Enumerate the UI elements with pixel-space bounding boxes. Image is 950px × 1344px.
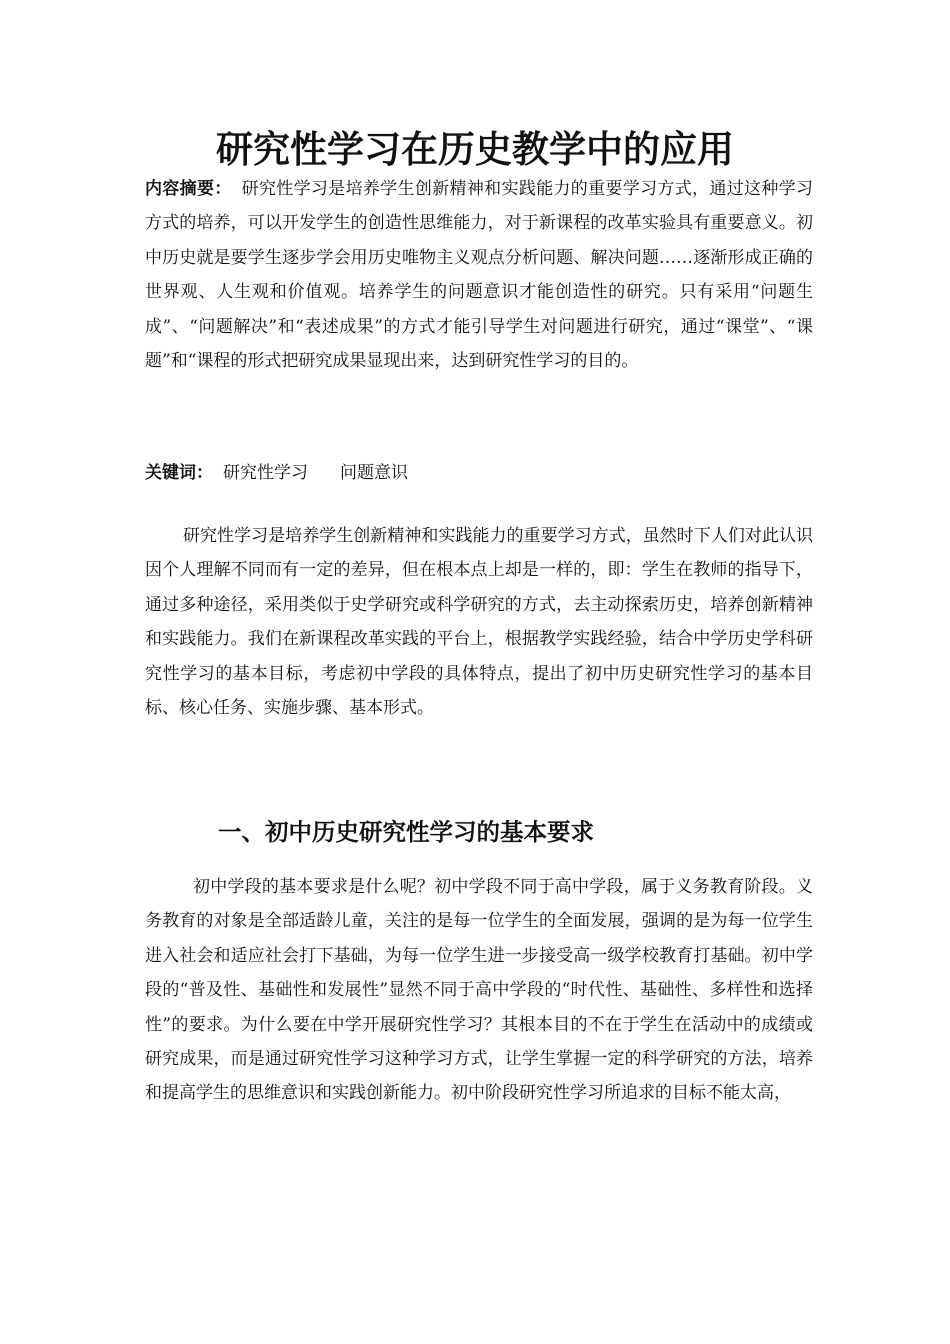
keyword-item: 研究性学习: [223, 463, 308, 483]
section-paragraph: 初中学段的基本要求是什么呢？初中学段不同于高中学段，属于义务教育阶段。义务教育的对象是全部适龄儿童，关注的是每一位学生的全面发展，强调的是为每一位学生进入社会和适应社会打下基础，为每一位学生进一步接受高一级学校教育打基础。初中学段的“普及性、基础性和发展性”显然不同于高中学段的“时代性、基础性、多样性和选择性”的要求。为什么要在中学开展研究性学习？其根本目的不在于学生在活动中的成绩或研究成果，而是通过研究性学习这种学习方式，让学生掌握一定的科学研究的方法，培养和提高学生的思维意识和实践创新能力。初中阶段研究性学习所追求的目标不能太高，: [145, 877, 813, 1104]
abstract-paragraph: [145, 172, 813, 378]
section-heading: 一、初中历史研究性学习的基本要求: [218, 818, 594, 846]
document-title: 研究性学习在历史教学中的应用: [216, 128, 734, 171]
abstract-label: 内容摘要：: [145, 179, 232, 199]
abstract-text: 研究性学习是培养学生创新精神和实践能力的重要学习方式，通过这种学习方式的培养，可以开发学生的创造性思维能力，对于新课程的改革实验具有重要意义。初中历史就是要学生逐步学会用历史唯物主义观点分析问题、解决问题……逐渐形成正确的世界观、人生观和价值观。培养学生的问题意识才能创造性的研究。只有采用“问题生成”、“问题解决”和“表述成果”的方式才能引导学生对问题进行研究，通过“课堂”、“课题”和“课程的形式把研究成果显现出来，达到研究性学习的目的。: [145, 179, 814, 372]
keywords-label: 关键词：: [145, 463, 213, 483]
keyword-item: 问题意识: [340, 463, 408, 483]
intro-paragraph: 研究性学习是培养学生创新精神和实践能力的重要学习方式，虽然时下人们对此认识因个人理解不同而有一定的差异，但在根本点上却是一样的，即：学生在教师的指导下，通过多种途径，采用类似于史学研究或科学研究的方式，去主动探索历史，培养创新精神和实践能力。我们在新课程改革实践的平台上，根据教学实践经验，结合中学历史学科研究性学习的基本目标，考虑初中学段的具体特点，提出了初中历史研究性学习的基本目标、核心任务、实施步骤、基本形式。: [145, 526, 813, 719]
keywords-line: [145, 456, 813, 490]
